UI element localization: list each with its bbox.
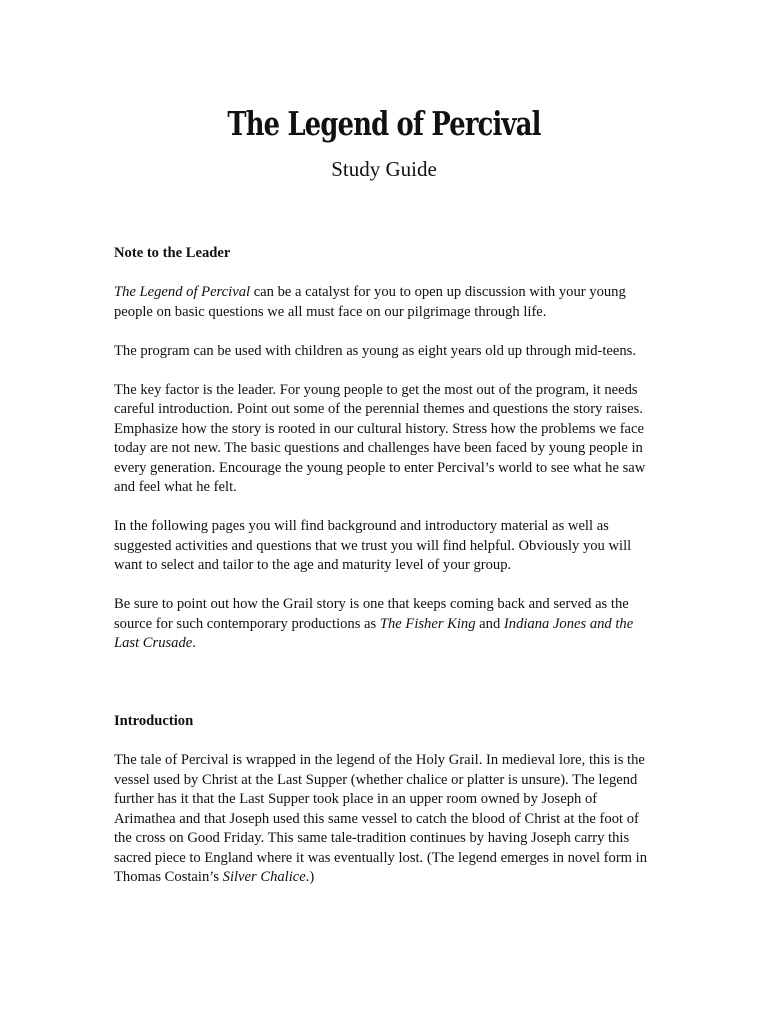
document-body <box>114 244 659 907</box>
book-title-italic: The Legend of Percival <box>114 284 251 300</box>
paragraph-grail-story <box>114 595 659 654</box>
paragraph-age-range: The program can be used with children as young as eight years old up through mid-teens. <box>114 342 636 359</box>
paragraph-intro-catalyst <box>114 283 659 322</box>
paragraph-holy-grail <box>114 751 659 888</box>
paragraph-text: .) <box>305 869 315 885</box>
paragraph-text: can be a catalyst for you to open up discussion with your young people on basic questions we all must face on our pilgrimage through life. <box>114 284 626 320</box>
document-subtitle: Study Guide <box>331 157 437 181</box>
paragraph-text: The tale of Percival is wrapped in the legend of the Holy Grail. In medieval lore, this is the vessel used by Christ at the Last Supper (whether chalice or platter is unsure). The legend further has it that the Last Supper took place in an upper room owned by Joseph of Arimathea and that Joseph used this same vessel to catch the blood of Christ at the foot of the cross on Good Friday. This same tale-tradition continues by having Joseph carry this sacred piece to England where it was eventually lost. (The legend emerges in novel form in Thomas Costain’s <box>114 752 648 885</box>
document-title: The Legend of Percival <box>227 104 541 143</box>
note-to-leader-heading: Note to the Leader <box>114 245 231 261</box>
paragraph-key-factor: The key factor is the leader. For young people to get the most out of the program, it needs careful introduction. Point out some of the perennial themes and questions the story raises. Emphasize how the story is rooted in our cultural history. Stress how the problems we face today are not new. The basic questions and challenges have been faced by young people in every generation. Encourage the young people to enter Percival’s world to see what he saw and feel what he felt. <box>114 381 646 495</box>
paragraph-following-pages: In the following pages you will find background and introductory material as well as suggested activities and questions that we trust you will find helpful. Obviously you will want to select and tailor to the age and maturity level of your group. <box>114 518 632 573</box>
paragraph-text: . <box>192 635 196 651</box>
film-title-fisher-king: The Fisher King <box>379 615 476 632</box>
section-spacer <box>114 673 659 712</box>
paragraph-text: and <box>475 615 504 632</box>
paragraph-text: Be sure to point out how the Grail story is one that keeps coming back and served as the source for such contemporary productions as <box>114 596 629 632</box>
introduction-heading: Introduction <box>114 713 194 729</box>
film-title-indiana-jones: Indiana Jones and the Last Crusade <box>114 615 634 651</box>
book-title-silver-chalice: Silver Chalice <box>222 869 306 885</box>
